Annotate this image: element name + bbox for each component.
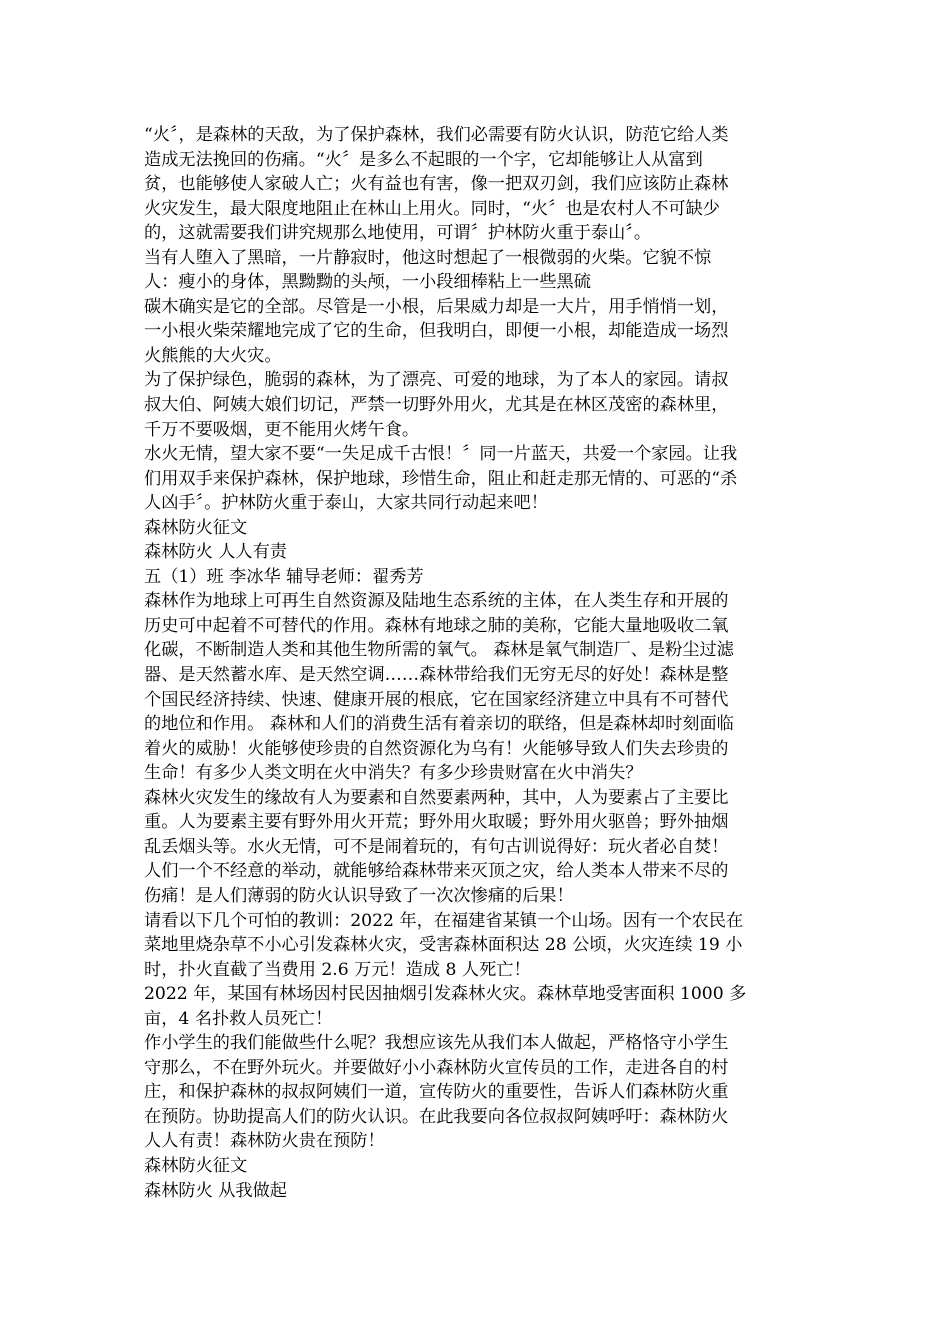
text-line: 2022 年，某国有林场因村民因抽烟引发森林火灾。森林草地受害面积 1000 多: [144, 984, 747, 1005]
text-line: 作小学生的我们能做些什么呢？我想应该先从我们本人做起，严格恪守小学生: [144, 1033, 729, 1054]
paragraph: [144, 982, 814, 1031]
text-line: 叔大伯、阿姨大娘们切记，严禁一切野外用火，尤其是在林区茂密的森林里，: [144, 395, 729, 416]
text-line: 化碳，不断制造人类和其他生物所需的氧气。 森林是氧气制造厂、是粉尘过滤: [144, 640, 734, 661]
text-line: 森林防火 人人有责: [144, 542, 287, 563]
text-line: 历史可中起着不可替代的作用。森林有地球之肺的美称，它能大量地吸收二氧: [144, 615, 729, 636]
text-line: 火熊熊的大火灾。: [144, 345, 282, 366]
text-line: “火〞，是森林的天敌，为了保护森林，我们必需要有防火认识，防范它给人类: [144, 125, 729, 145]
text-line: 一小根火柴荣耀地完成了它的生命，但我明白，即便一小根，却能造成一场烈: [144, 321, 729, 342]
text-line: 人凶手〞。护林防火重于泰山，大家共同行动起来吧！: [144, 493, 548, 514]
text-line: 时，扑火直截了当费用 2.6 万元！造成 8 人死亡！: [144, 959, 531, 980]
text-line: 们用双手来保护森林，保护地球，珍惜生命，阻止和赶走那无情的、可恶的“杀: [144, 468, 738, 489]
paragraph: [144, 123, 814, 246]
text-line: 火灾发生，最大限度地阻止在林山上用火。同时，“火〞也是农村人不可缺少: [144, 198, 720, 219]
text-line: 为了保护绿色，脆弱的森林，为了漂亮、可爱的地球，为了本人的家园。请叔: [144, 370, 729, 391]
text-line: 在预防。协助提高人们的防火认识。在此我要向各位叔叔阿姨呼吁：森林防火: [144, 1106, 729, 1127]
text-line: 森林火灾发生的缘故有人为要素和自然要素两种，其中，人为要素占了主要比: [144, 787, 729, 808]
text-line: 造成无法挽回的伤痛。“火〞是多么不起眼的一个字，它却能够让人从富到: [144, 149, 703, 170]
text-line: 的地位和作用。 森林和人们的消费生活有着亲切的联络，但是森林却时刻面临: [144, 714, 734, 735]
text-line: 森林防火 从我做起: [144, 1180, 287, 1201]
text-line: 人们一个不经意的举动，就能够给森林带来灭顶之灾，给人类本人带来不尽的: [144, 861, 729, 882]
text-line: 碳木确实是它的全部。尽管是一小根，后果威力却是一大片，用手悄悄一划，: [144, 296, 729, 317]
text-line: 请看以下几个可怕的教训：2022 年，在福建省某镇一个山场。因有一个农民在: [144, 910, 744, 931]
document-page: [144, 123, 814, 1203]
text-line: 森林作为地球上可再生自然资源及陆地生态系统的主体，在人类生存和开展的: [144, 591, 729, 612]
text-line: 器、是天然蓄水库、是天然空调……森林带给我们无穷无尽的好处！森林是整: [144, 665, 729, 686]
paragraph: [144, 1154, 814, 1179]
text-line: 当有人堕入了黑暗，一片静寂时，他这时想起了一根微弱的火柴。它貌不惊: [144, 247, 712, 268]
text-line: 个国民经济持续、快速、健康开展的根底，它在国家经济建立中具有不可替代: [144, 689, 729, 710]
paragraph: [144, 540, 814, 565]
text-line: 庄，和保护森林的叔叔阿姨们一道，宣传防火的重要性，告诉人们森林防火重: [144, 1082, 729, 1103]
paragraph: [144, 589, 814, 785]
text-line: 亩，4 名扑救人员死亡！: [144, 1008, 333, 1029]
text-line: 人：瘦小的身体，黑黝黝的头颅，一小段细棒粘上一些黑硫: [144, 272, 591, 293]
text-line: 生命！有多少人类文明在火中消失？有多少珍贵财富在火中消失？: [144, 763, 643, 784]
paragraph: [144, 786, 814, 909]
text-line: 守那么，不在野外玩火。并要做好小小森林防火宣传员的工作，走进各自的村: [144, 1057, 729, 1078]
text-line: 伤痛！是人们薄弱的防火认识导致了一次次惨痛的后果！: [144, 885, 574, 906]
text-line: 乱丢烟头等。水火无情，可不是闹着玩的，有句古训说得好：玩火者必自焚！: [144, 836, 729, 857]
text-line: 的，这就需要我们讲究规那么地使用，可谓〞护林防火重于泰山〞。: [144, 223, 652, 244]
paragraph: [144, 516, 814, 541]
paragraph: [144, 909, 814, 983]
paragraph: [144, 295, 814, 369]
paragraph: [144, 442, 814, 516]
paragraph: [144, 368, 814, 442]
paragraph: [144, 246, 814, 295]
paragraph: [144, 1031, 814, 1154]
paragraph: [144, 1179, 814, 1204]
text-line: 千万不要吸烟，更不能用火烤午食。: [144, 419, 420, 440]
text-line: 水火无情，望大家不要“一失足成千古恨！〞同一片蓝天，共爱一个家园。让我: [144, 444, 738, 465]
text-line: 森林防火征文: [144, 1155, 248, 1176]
text-line: 重。人为要素主要有野外用火开荒；野外用火取暖；野外用火驱兽；野外抽烟: [144, 812, 729, 833]
text-line: 着火的威胁！火能够使珍贵的自然资源化为乌有！火能够导致人们失去珍贵的: [144, 738, 729, 759]
text-line: 贫，也能够使人家破人亡；火有益也有害，像一把双刃剑，我们应该防止森林: [144, 174, 729, 195]
text-line: 五（1）班 李冰华 辅导老师：翟秀芳: [144, 566, 424, 587]
text-line: 菜地里烧杂草不小心引发森林火灾，受害森林面积达 28 公顷，火灾连续 19 小: [144, 935, 743, 956]
paragraph: [144, 565, 814, 590]
text-line: 人人有责！森林防火贵在预防！: [144, 1131, 385, 1152]
text-line: 森林防火征文: [144, 517, 248, 538]
